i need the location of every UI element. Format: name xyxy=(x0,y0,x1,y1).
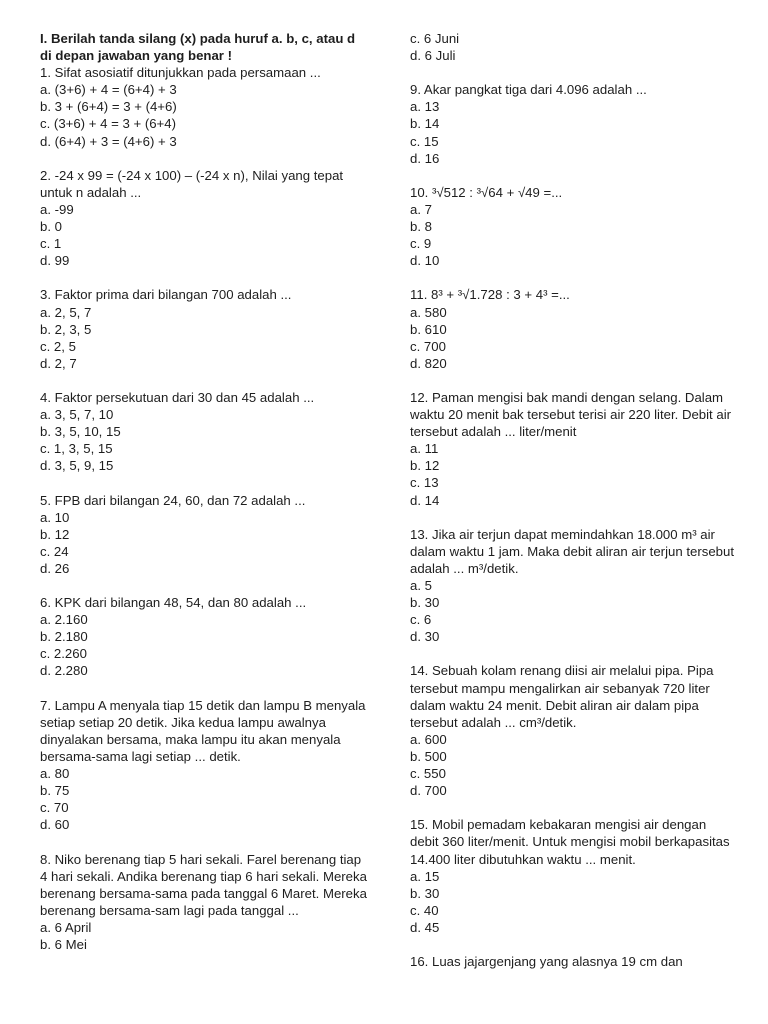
answer-option[interactable]: c. 6 Juni xyxy=(410,31,460,46)
right-column xyxy=(410,30,735,970)
answer-option[interactable]: d. 820 xyxy=(410,355,447,371)
answer-option[interactable]: a. (3+6) + 4 = (6+4) + 3 xyxy=(40,82,177,98)
question-text: 16. Luas jajargenjang yang alasnya 19 cm dan xyxy=(410,954,683,970)
question-text: 2. -24 x 99 = (-24 x 100) – (-24 x n), Nilai yang tepat untuk n adalah ... xyxy=(40,167,344,200)
question-item xyxy=(40,286,370,371)
answer-option[interactable]: b. 6 Mei xyxy=(40,936,87,952)
answer-option[interactable]: d. 700 xyxy=(410,783,447,799)
answer-option[interactable]: b. 12 xyxy=(410,458,440,474)
answer-option[interactable]: b. 2.180 xyxy=(40,629,88,645)
answer-option[interactable]: c. (3+6) + 4 = 3 + (6+4) xyxy=(40,116,176,132)
question-item xyxy=(40,851,370,954)
question-item xyxy=(40,389,370,474)
question-item xyxy=(40,492,370,577)
question-item xyxy=(40,697,370,834)
question-item xyxy=(40,594,370,679)
answer-option[interactable]: c. 15 xyxy=(410,133,439,149)
question-text: 1. Sifat asosiatif ditunjukkan pada persamaan ... xyxy=(40,65,321,81)
answer-option[interactable]: a. 580 xyxy=(410,304,447,320)
answer-option[interactable]: d. 60 xyxy=(40,817,70,833)
question-text: 14. Sebuah kolam renang diisi air melalui pipa. Pipa tersebut mampu mengalirkan air sebanyak 720 liter dalam waktu 24 menit. Debit aliran air dalam pipa tersebut adalah ... cm³/detik. xyxy=(410,663,714,730)
answer-option[interactable]: b. 14 xyxy=(410,116,440,132)
question-item xyxy=(410,662,735,799)
answer-option[interactable]: d. (6+4) + 3 = (4+6) + 3 xyxy=(40,133,177,149)
answer-option[interactable]: a. -99 xyxy=(40,201,74,217)
answer-option[interactable]: d. 14 xyxy=(410,492,440,508)
answer-option[interactable]: d. 45 xyxy=(410,919,440,935)
question-text: 4. Faktor persekutuan dari 30 dan 45 adalah ... xyxy=(40,389,315,405)
question-text: 12. Paman mengisi bak mandi dengan selang. Dalam waktu 20 menit bak tersebut terisi air 220 liter. Debit air tersebut adalah ... liter/menit xyxy=(410,389,732,440)
answer-option[interactable]: a. 5 xyxy=(410,578,432,593)
answer-option[interactable]: c. 1 xyxy=(40,236,62,252)
answer-option[interactable]: a. 80 xyxy=(40,766,70,782)
answer-option[interactable]: d. 2.280 xyxy=(40,663,88,679)
answer-option[interactable]: b. 30 xyxy=(410,885,440,901)
answer-option[interactable]: d. 6 Juli xyxy=(410,48,456,64)
answer-option[interactable]: b. 2, 3, 5 xyxy=(40,321,92,337)
answer-option[interactable]: b. 75 xyxy=(40,783,70,799)
answer-option[interactable]: b. 3 + (6+4) = 3 + (4+6) xyxy=(40,99,177,115)
question-item xyxy=(410,184,735,269)
answer-option[interactable]: a. 15 xyxy=(410,868,440,884)
answer-option[interactable]: c. 2.260 xyxy=(40,646,87,662)
answer-option[interactable]: c. 700 xyxy=(410,338,446,354)
question-text: 5. FPB dari bilangan 24, 60, dan 72 adalah ... xyxy=(40,492,306,508)
answer-option[interactable]: b. 0 xyxy=(40,219,62,235)
question-text: 3. Faktor prima dari bilangan 700 adalah ... xyxy=(40,287,292,303)
question-item xyxy=(410,286,735,371)
answer-option[interactable]: a. 13 xyxy=(410,99,440,115)
question-text: 15. Mobil pemadam kebakaran mengisi air dengan debit 360 liter/menit. Untuk mengisi mobil berkapasitas 14.400 liter dibutuhkan waktu ... menit. xyxy=(410,817,730,867)
answer-option[interactable]: a. 2, 5, 7 xyxy=(40,304,92,320)
answer-option[interactable]: c. 550 xyxy=(410,766,446,782)
question-text: 8. Niko berenang tiap 5 hari sekali. Farel berenang tiap 4 hari sekali. Andika berenang tiap 6 hari sekali. Mereka berenang bersama-sama pada tanggal 6 Maret. Mereka berenang bersama-sam lagi pada tanggal ... xyxy=(40,851,367,918)
answer-option[interactable]: d. 10 xyxy=(410,253,440,269)
answer-option[interactable]: d. 2, 7 xyxy=(40,355,77,371)
answer-option[interactable]: a. 2.160 xyxy=(40,612,88,628)
question-item xyxy=(410,389,735,509)
answer-option[interactable]: a. 10 xyxy=(40,509,70,525)
question-text: 9. Akar pangkat tiga dari 4.096 adalah ... xyxy=(410,82,647,98)
answer-option[interactable]: d. 3, 5, 9, 15 xyxy=(40,458,114,474)
answer-option[interactable]: d. 30 xyxy=(410,629,440,645)
answer-option[interactable]: c. 70 xyxy=(40,800,69,816)
section-heading: I. Berilah tanda silang (x) pada huruf a. b, c, atau d di depan jawaban yang benar ! xyxy=(40,31,356,64)
answer-option[interactable]: d. 16 xyxy=(410,150,440,166)
question-8-continuation xyxy=(410,30,735,64)
answer-option[interactable]: c. 1, 3, 5, 15 xyxy=(40,441,113,457)
answer-option[interactable]: c. 24 xyxy=(40,543,69,559)
answer-option[interactable]: a. 6 April xyxy=(40,919,92,935)
left-question-list xyxy=(40,64,370,953)
answer-option[interactable]: c. 13 xyxy=(410,475,439,491)
question-text: 13. Jika air terjun dapat memindahkan 18.000 m³ air dalam waktu 1 jam. Maka debit aliran air terjun tersebut adalah ... m³/detik. xyxy=(410,526,734,576)
question-text: 7. Lampu A menyala tiap 15 detik dan lampu B menyala setiap setiap 20 detik. Jika kedua lampu awalnya dinyalakan bersama, maka lampu itu akan menyala bersama-sama lagi setiap ... detik. xyxy=(40,697,366,764)
right-question-list xyxy=(410,81,735,970)
question-item xyxy=(40,167,370,270)
answer-option[interactable]: c. 9 xyxy=(410,236,432,252)
answer-option[interactable]: a. 600 xyxy=(410,731,447,747)
answer-option[interactable]: d. 26 xyxy=(40,560,70,576)
answer-option[interactable]: a. 3, 5, 7, 10 xyxy=(40,407,114,423)
answer-option[interactable]: b. 8 xyxy=(410,219,432,235)
question-text: 11. 8³ + ³√1.728 : 3 + 4³ =... xyxy=(410,287,570,303)
question-item xyxy=(410,953,735,970)
answer-option[interactable]: b. 30 xyxy=(410,595,440,611)
question-item xyxy=(40,64,370,149)
question-text: 10. ³√512 : ³√64 + √49 =... xyxy=(410,184,563,200)
answer-option[interactable]: b. 12 xyxy=(40,526,70,542)
answer-option[interactable]: b. 610 xyxy=(410,321,447,337)
answer-option[interactable]: c. 2, 5 xyxy=(40,338,76,354)
answer-option[interactable]: c. 40 xyxy=(410,902,439,918)
answer-option[interactable]: b. 500 xyxy=(410,748,447,764)
answer-option[interactable]: d. 99 xyxy=(40,253,70,269)
answer-option[interactable]: c. 6 xyxy=(410,612,432,628)
question-item xyxy=(410,81,735,166)
left-column xyxy=(40,30,370,953)
answer-option[interactable]: b. 3, 5, 10, 15 xyxy=(40,424,121,440)
question-item xyxy=(410,816,735,936)
question-text: 6. KPK dari bilangan 48, 54, dan 80 adalah ... xyxy=(40,595,307,611)
answer-option[interactable]: a. 11 xyxy=(410,441,439,457)
answer-option[interactable]: a. 7 xyxy=(410,201,432,217)
question-item xyxy=(410,526,735,646)
